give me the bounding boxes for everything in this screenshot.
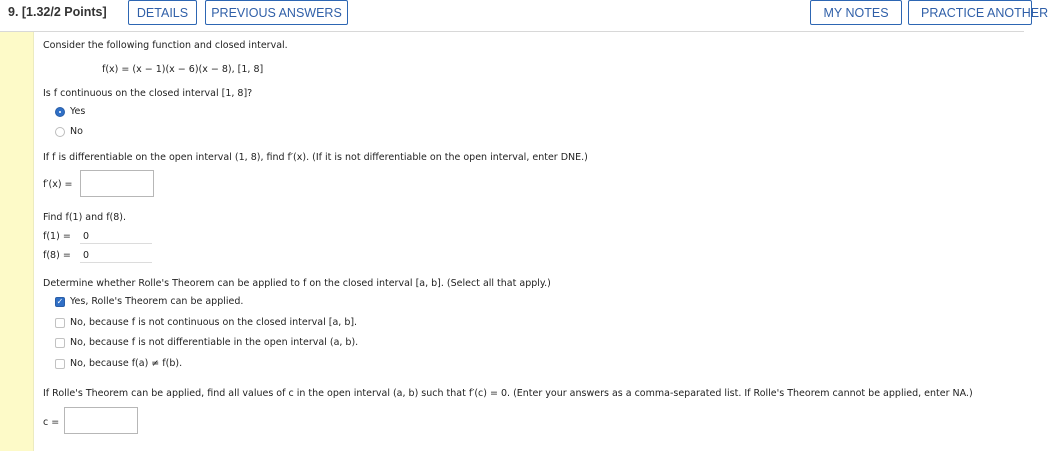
f1-value: 0 — [83, 231, 90, 242]
rolle-option-yes-checkbox[interactable]: ✓ — [56, 297, 64, 306]
rolle-option-not-continuous-checkbox[interactable] — [55, 318, 65, 328]
continuity-yes-radio[interactable] — [55, 107, 65, 117]
f8-label: f(8) = — [43, 250, 71, 261]
function-definition: f(x) = (x − 1)(x − 6)(x − 8), [1, 8] — [102, 64, 264, 75]
details-button[interactable]: DETAILS — [128, 0, 197, 25]
continuity-yes-label: Yes — [70, 106, 86, 117]
rolle-option-not-continuous-label: No, because f is not continuous on the closed interval [a, b]. — [70, 317, 358, 328]
derivative-instruction: If f is differentiable on the open interval (1, 8), find f′(x). (If it is not differentiable on the open interval, enter DNE.) — [43, 152, 588, 163]
continuity-no-label: No — [70, 126, 83, 137]
rolle-option-unequal-endpoints-checkbox[interactable] — [55, 359, 65, 369]
question-header — [0, 0, 1048, 28]
rolle-option-not-differentiable-checkbox[interactable] — [55, 338, 65, 348]
rolle-option-unequal-endpoints-label: No, because f(a) ≠ f(b). — [70, 358, 183, 369]
previous-answers-button[interactable]: PREVIOUS ANSWERS — [205, 0, 348, 25]
practice-another-button[interactable]: PRACTICE ANOTHER — [908, 0, 1032, 25]
derivative-input[interactable] — [80, 170, 154, 197]
endpoints-instruction: Find f(1) and f(8). — [43, 212, 127, 223]
rolle-option-not-differentiable-label: No, because f is not differentiable in the open interval (a, b). — [70, 337, 359, 348]
rolle-option-yes-label: Yes, Rolle's Theorem can be applied. — [70, 296, 244, 307]
c-values-label: c = — [43, 417, 60, 428]
c-values-input[interactable] — [64, 407, 138, 434]
f1-label: f(1) = — [43, 231, 71, 242]
problem-intro: Consider the following function and closed interval. — [43, 40, 288, 51]
question-status-bar — [0, 32, 34, 451]
continuity-no-radio[interactable] — [55, 127, 65, 137]
f1-value-underline — [80, 243, 152, 244]
c-values-instruction: If Rolle's Theorem can be applied, find all values of c in the open interval (a, b) such that f′(c) = 0. (Enter your answers as a comma-separated list. If Rolle's Theorem cannot be applied, enter NA.) — [43, 388, 973, 399]
derivative-label: f′(x) = — [43, 179, 73, 190]
f8-value: 0 — [83, 250, 90, 261]
question-body — [34, 32, 1024, 451]
f8-value-underline — [80, 262, 152, 263]
rolle-instruction: Determine whether Rolle's Theorem can be applied to f on the closed interval [a, b]. (Select all that apply.) — [43, 278, 551, 289]
continuity-question: Is f continuous on the closed interval [1, 8]? — [43, 88, 253, 99]
question-points: 9. [1.32/2 Points] — [8, 5, 107, 19]
my-notes-button[interactable]: MY NOTES — [810, 0, 902, 25]
